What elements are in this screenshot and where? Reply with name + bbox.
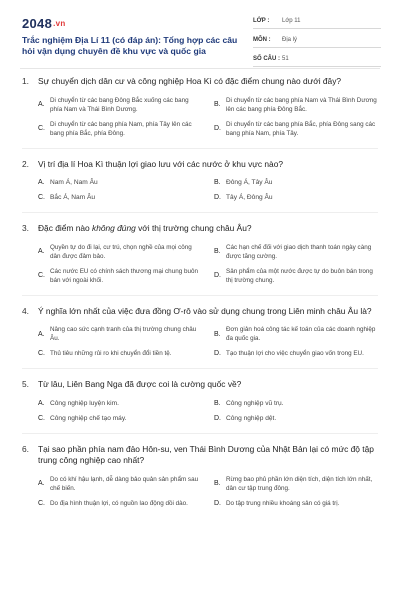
question-text-part: Đặc điểm nào [38, 223, 92, 233]
question-text: Từ lâu, Liên Bang Nga đã được coi là cường quốc về? [38, 379, 242, 389]
answer-options [22, 399, 378, 423]
question-item [0, 379, 400, 434]
info-value: 51 [282, 56, 289, 62]
question-text: Ý nghĩa lớn nhất của việc đưa đồng Ơ-rô vào sử dụng chung trong Liên minh châu Âu là? [38, 305, 372, 316]
option-letter: B. [214, 399, 221, 407]
option-text: Di chuyển từ các bang phía Nam, phía Tây lên các bang phía Bắc, phía Đông. [50, 120, 192, 137]
answer-option-b[interactable] [214, 96, 378, 114]
option-text: Đông Á, Tây Âu [226, 179, 273, 186]
header-divider [20, 68, 380, 69]
question-divider [22, 295, 378, 296]
answer-options [22, 325, 378, 358]
option-letter: D. [214, 194, 221, 201]
option-text: Đơn giản hoá công tác kế toán của các doanh nghiệp đa quốc gia. [226, 326, 376, 342]
answer-option-c[interactable] [38, 414, 202, 423]
option-letter: A. [38, 179, 45, 186]
answer-option-b[interactable] [214, 178, 378, 187]
answer-option-d[interactable] [214, 499, 378, 508]
answer-option-d[interactable] [214, 193, 378, 202]
answer-option-d[interactable] [214, 349, 378, 358]
question-text-part: với thị trường chung châu Âu? [135, 223, 252, 233]
option-text: Công nghiệp chế tạo máy. [50, 414, 127, 422]
answer-option-b[interactable] [214, 399, 378, 408]
info-row-class [253, 14, 381, 29]
question-number: 1. [22, 76, 29, 86]
question-item [0, 444, 400, 508]
question-stem [22, 444, 378, 467]
question-stem [22, 223, 378, 235]
answer-options [22, 475, 378, 508]
info-row-subject [253, 33, 381, 48]
question-text: Tại sao phần phía nam đảo Hôn-su, ven Thái Bình Dương của Nhật Bản lại có mức độ tập trung công nghiệp cao nhất? [38, 443, 374, 465]
info-row-question-count [253, 52, 381, 67]
document-header [0, 0, 400, 68]
option-text: Nâng cao sức cạnh tranh của thị trường chung châu Âu. [50, 326, 197, 342]
info-value: Địa lý [282, 37, 298, 43]
question-divider [22, 148, 378, 149]
option-text: Tạo thuận lợi cho việc chuyển giao vốn trong EU. [226, 350, 364, 357]
question-number: 3. [22, 223, 29, 233]
option-text: Công nghiệp luyện kim. [50, 399, 119, 407]
option-text: Công nghiệp vũ trụ. [226, 399, 284, 407]
document-title: Trắc nghiệm Địa Lí 11 (có đáp án): Tổng hợp các câu hỏi vận dụng chuyên đề khu vực và quốc gia [22, 35, 238, 56]
option-letter: B. [214, 101, 221, 108]
option-letter: C. [38, 125, 45, 132]
option-text: Do tập trung nhiều khoáng sản có giá trị. [226, 499, 340, 507]
option-text: Rừng bao phủ phần lớn diện tích, diện tích lớn nhất, dân cư tập trung đông. [226, 475, 373, 492]
option-letter: D. [214, 499, 221, 507]
option-text: Tây Á, Đông Âu [226, 194, 273, 201]
option-letter: B. [214, 179, 221, 186]
option-letter: A. [38, 330, 45, 338]
answer-option-d[interactable] [214, 267, 378, 285]
question-number: 6. [22, 443, 29, 454]
question-divider [22, 212, 378, 213]
info-value: Lớp 11 [282, 18, 301, 24]
question-divider [22, 433, 378, 434]
option-text: Các hạn chế đối với giao dịch thanh toán ngày càng được tăng cường. [226, 243, 372, 260]
question-stem [22, 159, 378, 171]
option-letter: D. [214, 125, 221, 132]
option-letter: D. [214, 350, 221, 357]
answer-options [22, 243, 378, 285]
option-letter: B. [214, 330, 221, 338]
logo-text: 2048 [22, 16, 53, 31]
question-text [38, 223, 378, 235]
answer-option-c[interactable] [38, 499, 202, 508]
question-text: Sự chuyển dịch dân cư và công nghiệp Hoa Kì có đặc điểm chung nào dưới đây? [38, 76, 342, 86]
question-item [0, 306, 400, 370]
question-item [0, 159, 400, 214]
option-letter: A. [38, 480, 45, 487]
question-text: Vị trí địa lí Hoa Kì thuận lợi giao lưu với các nước ở khu vực nào? [38, 158, 284, 169]
option-text: Quyền tự do đi lại, cư trú, chọn nghề của mọi công dân được đảm bảo. [50, 243, 192, 260]
option-letter: C. [38, 414, 45, 422]
option-text: Bắc Á, Nam Âu [50, 194, 96, 201]
option-letter: C. [38, 499, 45, 507]
question-number: 4. [22, 305, 29, 316]
document-info-box [253, 14, 381, 67]
question-item [0, 223, 400, 296]
answer-option-d[interactable] [214, 414, 378, 423]
answer-options [22, 178, 378, 202]
info-key: MÔN : [253, 37, 271, 43]
answer-option-a[interactable] [38, 96, 202, 114]
question-number: 2. [22, 158, 29, 169]
option-letter: B. [214, 480, 221, 487]
info-key: LỚP : [253, 18, 270, 24]
answer-option-b[interactable] [214, 243, 378, 261]
option-letter: B. [214, 248, 221, 255]
question-stem [22, 306, 378, 318]
answer-option-a[interactable] [38, 399, 202, 408]
option-text: Các nước EU có chính sách thương mại chung buôn bán với ngoài khối. [50, 267, 198, 284]
info-key: SỐ CÂU : [253, 56, 280, 62]
option-text: Nam Á, Nam Âu [50, 179, 98, 186]
answer-option-c[interactable] [38, 120, 202, 138]
option-text: Do địa hình thuận lợi, có nguồn lao động dồi dào. [50, 499, 188, 507]
option-letter: C. [38, 194, 45, 201]
answer-options [22, 96, 378, 138]
option-text: Di chuyển từ các bang phía Bắc, phía Đông sang các bang phía Nam, phía Tây. [226, 120, 376, 137]
option-letter: A. [38, 399, 45, 407]
question-item [0, 76, 400, 149]
question-stem [22, 76, 378, 88]
option-text: Di chuyển từ các bang Đông Bắc xuống các bang phía Nam và Thái Bình Dương. [50, 96, 189, 113]
answer-option-c[interactable] [38, 349, 202, 358]
logo-suffix: .vn [53, 19, 66, 28]
question-number: 5. [22, 379, 29, 389]
option-letter: A. [38, 248, 45, 255]
answer-option-a[interactable] [38, 475, 202, 493]
option-letter: A. [38, 101, 45, 108]
answer-option-a[interactable] [38, 178, 202, 187]
option-letter: C. [38, 350, 45, 357]
option-letter: C. [38, 272, 45, 279]
answer-option-c[interactable] [38, 267, 202, 285]
option-text: Do có khí hậu lạnh, dễ dàng bảo quản sản phẩm sau chế biến. [50, 475, 199, 492]
option-text: Thủ tiêu những rủi ro khi chuyển đổi tiền tệ. [50, 350, 172, 357]
answer-option-b[interactable] [214, 325, 378, 343]
answer-option-a[interactable] [38, 325, 202, 343]
option-letter: D. [214, 414, 221, 422]
option-text: Công nghiệp dệt. [226, 414, 277, 422]
answer-option-a[interactable] [38, 243, 202, 261]
question-list [0, 76, 400, 518]
option-text: Sản phẩm của một nước được tự do buôn bán trong thị trường chung. [226, 267, 373, 284]
question-stem [22, 379, 378, 391]
answer-option-b[interactable] [214, 475, 378, 493]
option-text: Di chuyển từ các bang phía Nam và Thái Bình Dương lên các bang phía Đông Bắc. [226, 96, 377, 113]
answer-option-c[interactable] [38, 193, 202, 202]
question-text-emphasis: không đúng [92, 223, 136, 233]
question-divider [22, 368, 378, 369]
answer-option-d[interactable] [214, 120, 378, 138]
option-letter: D. [214, 272, 221, 279]
